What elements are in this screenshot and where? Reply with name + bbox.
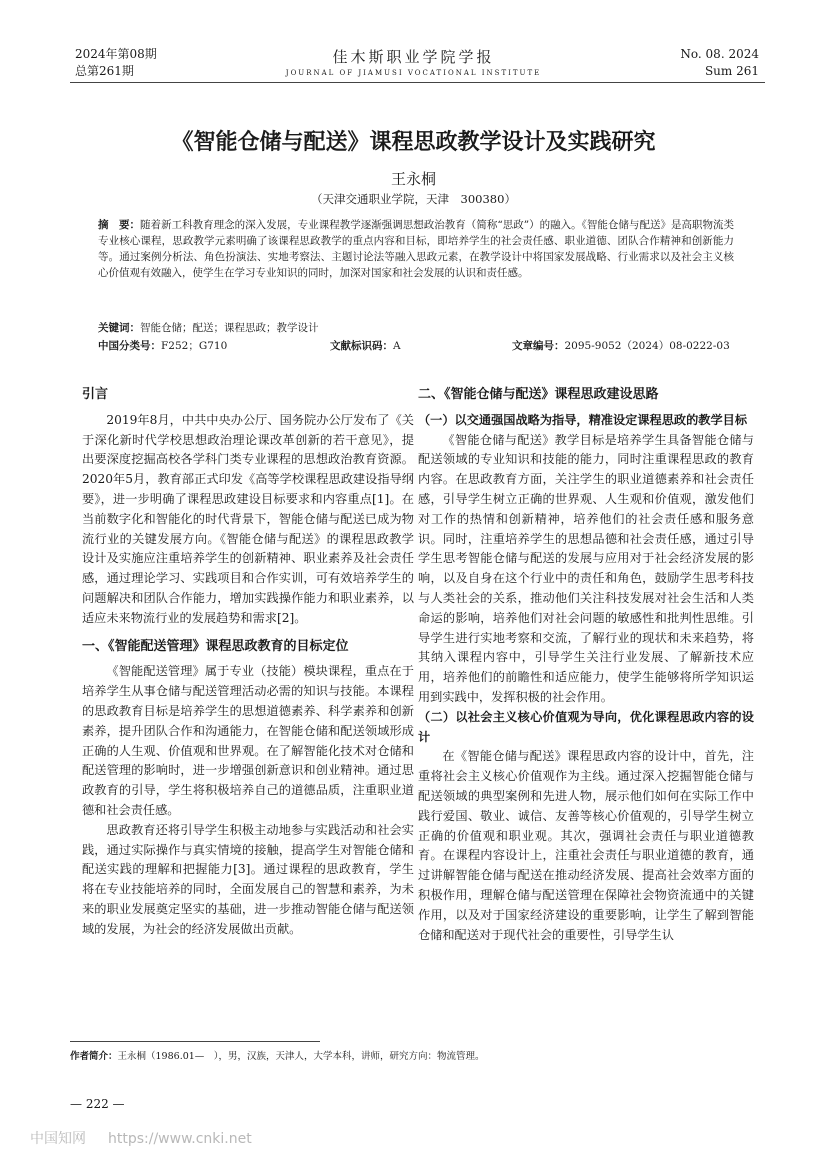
total-issue-cn: 总第261期 <box>75 64 134 78</box>
doc-label: 文献标识码： <box>330 340 393 352</box>
issue-cn: 2024年第08期 <box>75 47 157 61</box>
abstract <box>98 217 734 281</box>
header-issue-en-block <box>680 46 759 80</box>
keywords <box>98 320 319 335</box>
bio-text: 王永桐（1986.01— ），男，汉族，天津人，大学本科，讲师，研究方向：物流管理。 <box>117 1051 485 1062</box>
author-bio-footnote <box>70 1048 485 1062</box>
right-column <box>418 385 754 945</box>
page-number: — 222 — <box>70 1097 125 1111</box>
clc-value: F252；G710 <box>161 340 228 352</box>
doc-value: A <box>393 340 401 352</box>
journal-title-cn: 佳木斯职业学院学报 <box>332 48 495 66</box>
section-2-2-paragraph: 在《智能仓储与配送》课程思政内容的设计中，首先，注重将社会主义核心价值观作为主线。通过深入挖掘智能仓储与配送领域的典型案例和先进人物，展示他们如何在实际工作中践行爱国、敬业、诚信、友善等核心价值观的，引导学生树立正确的价值观和职业观。其次，强调社会责任与职业道德教育。在课程内容设计上，注重社会责任与职业道德的教育，通过讲解智能仓储与配送在推动经济发展、提高社会效率方面的积极作用，理解仓储与配送管理在保障社会物资流通中的关键作用，以及对于国家经济建设的重要影响，让学生了解到智能仓储和配送对于现代社会的重要性，引导学生认 <box>418 749 754 942</box>
section-2-1-heading: （一）以交通强国战略为指导，精准设定课程思政的教学目标 <box>418 412 748 427</box>
total-issue-en: Sum 261 <box>704 64 759 78</box>
abstract-text: 随着新工科教育理念的深入发展，专业课程教学逐渐强调思想政治教育（简称“思政”）的融入。《智能仓储与配送》是高职物流类专业核心课程，思政教学元素明确了该课程思政教学的重点内容和目标，即培养学生的社会责任感、职业道德、团队合作精神和创新能力等。通过案例分析法、角色扮演法、实地考察法、主题讨论法等融入思政元素，在教学设计中将国家发展战略、行业需求以及社会主义核心价值观有效融入，使学生在学习专业知识的同时，加深对国家和社会发展的认识和责任感。 <box>98 219 735 279</box>
keywords-text: 智能仓储；配送；课程思政；教学设计 <box>140 322 319 334</box>
paper-author: 王永桐 <box>390 170 436 188</box>
left-column <box>82 385 414 940</box>
header-divider <box>70 82 765 83</box>
abstract-label: 摘 要： <box>98 219 141 231</box>
section-2-heading: 二、《智能仓储与配送》课程思政建设思路 <box>418 387 659 402</box>
keywords-label: 关键词： <box>98 322 140 334</box>
watermark-site: 中国知网 <box>30 1131 86 1147</box>
intro-paragraph: 2019年8月，中共中央办公厅、国务院办公厅发布了《关于深化新时代学校思想政治理论课改革创新的若干意见》，提出要深度挖掘高校各学科门类专业课程的思想政治教育资源。2020年5月，教育部正式印发《高等学校课程思政建设指导纲要》，进一步明确了课程思政建设目标要求和内容重点[1]。在当前数字化和智能化的时代背景下，智能仓储与配送已成为物流行业的关键发展方向。《智能仓储与配送》的课程思政教学设计及实施应注重培养学生的创新精神、职业素养及社会责任感，通过理论学习、实践项目和合作实训，可有效培养学生的问题解决和团队合作能力，增加实践操作能力和职业素养，以适应未来物流行业的发展趋势和需求[2]。 <box>82 412 414 625</box>
clc-label: 中国分类号： <box>98 340 161 352</box>
footnote-divider <box>70 1041 320 1042</box>
section-1-paragraph-2: 思政教育还将引导学生积极主动地参与实践活动和社会实践，通过实际操作与真实情境的接触，提高学生对智能仓储和配送实践的理解和把握能力[3]。通过课程的思政教育，学生将在专业技能培养的同时，全面发展自己的智慧和素养，为未来的职业发展奠定坚实的基础，进一步推动智能仓储与配送领域的发展，为社会的经济发展做出贡献。 <box>82 822 414 936</box>
author-affiliation: （天津交通职业学院，天津 300380） <box>311 192 516 206</box>
doc-code <box>330 338 401 353</box>
bio-label: 作者简介： <box>70 1051 118 1062</box>
section-2-1-paragraph: 《智能仓储与配送》教学目标是培养学生具备智能仓储与配送领域的专业知识和技能的能力，同时注重课程思政的教育内容。在思政教育方面，关注学生的职业道德素养和社会责任感，引导学生树立正确的世界观、人生观和价值观，激发他们对工作的热情和创新精神，培养他们的社会责任感和服务意识。同时，注重培养学生的思想品德和社会责任感，通过引导学生思考智能仓储与配送的发展与应用对于社会经济发展的影响，以及自身在这个行业中的责任和角色，鼓励学生思考科技与人类社会的关系，推动他们关注科技发展对社会生活和人类命运的影响，培养他们对社会问题的敏感性和批判性思维。引导学生进行实地考察和交流，了解行业的现状和未来趋势，将其纳入课程内容中，引导学生关注行业发展、了解新技术应用，培养他们的前瞻性和适应能力，使学生能够将所学知识运用到实践中，发挥积极的社会作用。 <box>418 432 754 704</box>
watermark-url: https://www.cnki.net <box>108 1131 252 1147</box>
intro-heading: 引言 <box>82 387 109 402</box>
issue-en: No. 08. 2024 <box>680 47 759 61</box>
cnki-watermark <box>30 1128 274 1148</box>
journal-title-en: JOURNAL OF JIAMUSI VOCATIONAL INSTITUTE <box>285 69 542 77</box>
article-value: 2095-9052（2024）08-0222-03 <box>564 340 730 352</box>
section-2-2-heading: （二）以社会主义核心价值观为导向，优化课程思政内容的设计 <box>418 709 754 744</box>
article-label: 文章编号： <box>512 340 565 352</box>
article-number <box>512 338 730 353</box>
clc-code <box>98 338 227 353</box>
section-1-heading: 一、《智能配送管理》课程思政教育的目标定位 <box>82 638 349 654</box>
paper-title: 《智能仓储与配送》课程思政教学设计及实践研究 <box>171 130 656 155</box>
section-1-paragraph-1: 《智能配送管理》属于专业（技能）模块课程，重点在于培养学生从事仓储与配送管理活动必需的知识与技能。本课程的思政教育目标是培养学生的思想道德素养、科学素养和创新素养，提升团队合作和沟通能力，在智能仓储和配送领域形成正确的人生观、价值观和世界观。在了解智能化技术对仓储和配送管理的影响时，进一步增强创新意识和创业精神。通过思政教育的引导，学生将积极培养自己的道德品质，注重职业道德和社会责任感。 <box>82 664 414 817</box>
